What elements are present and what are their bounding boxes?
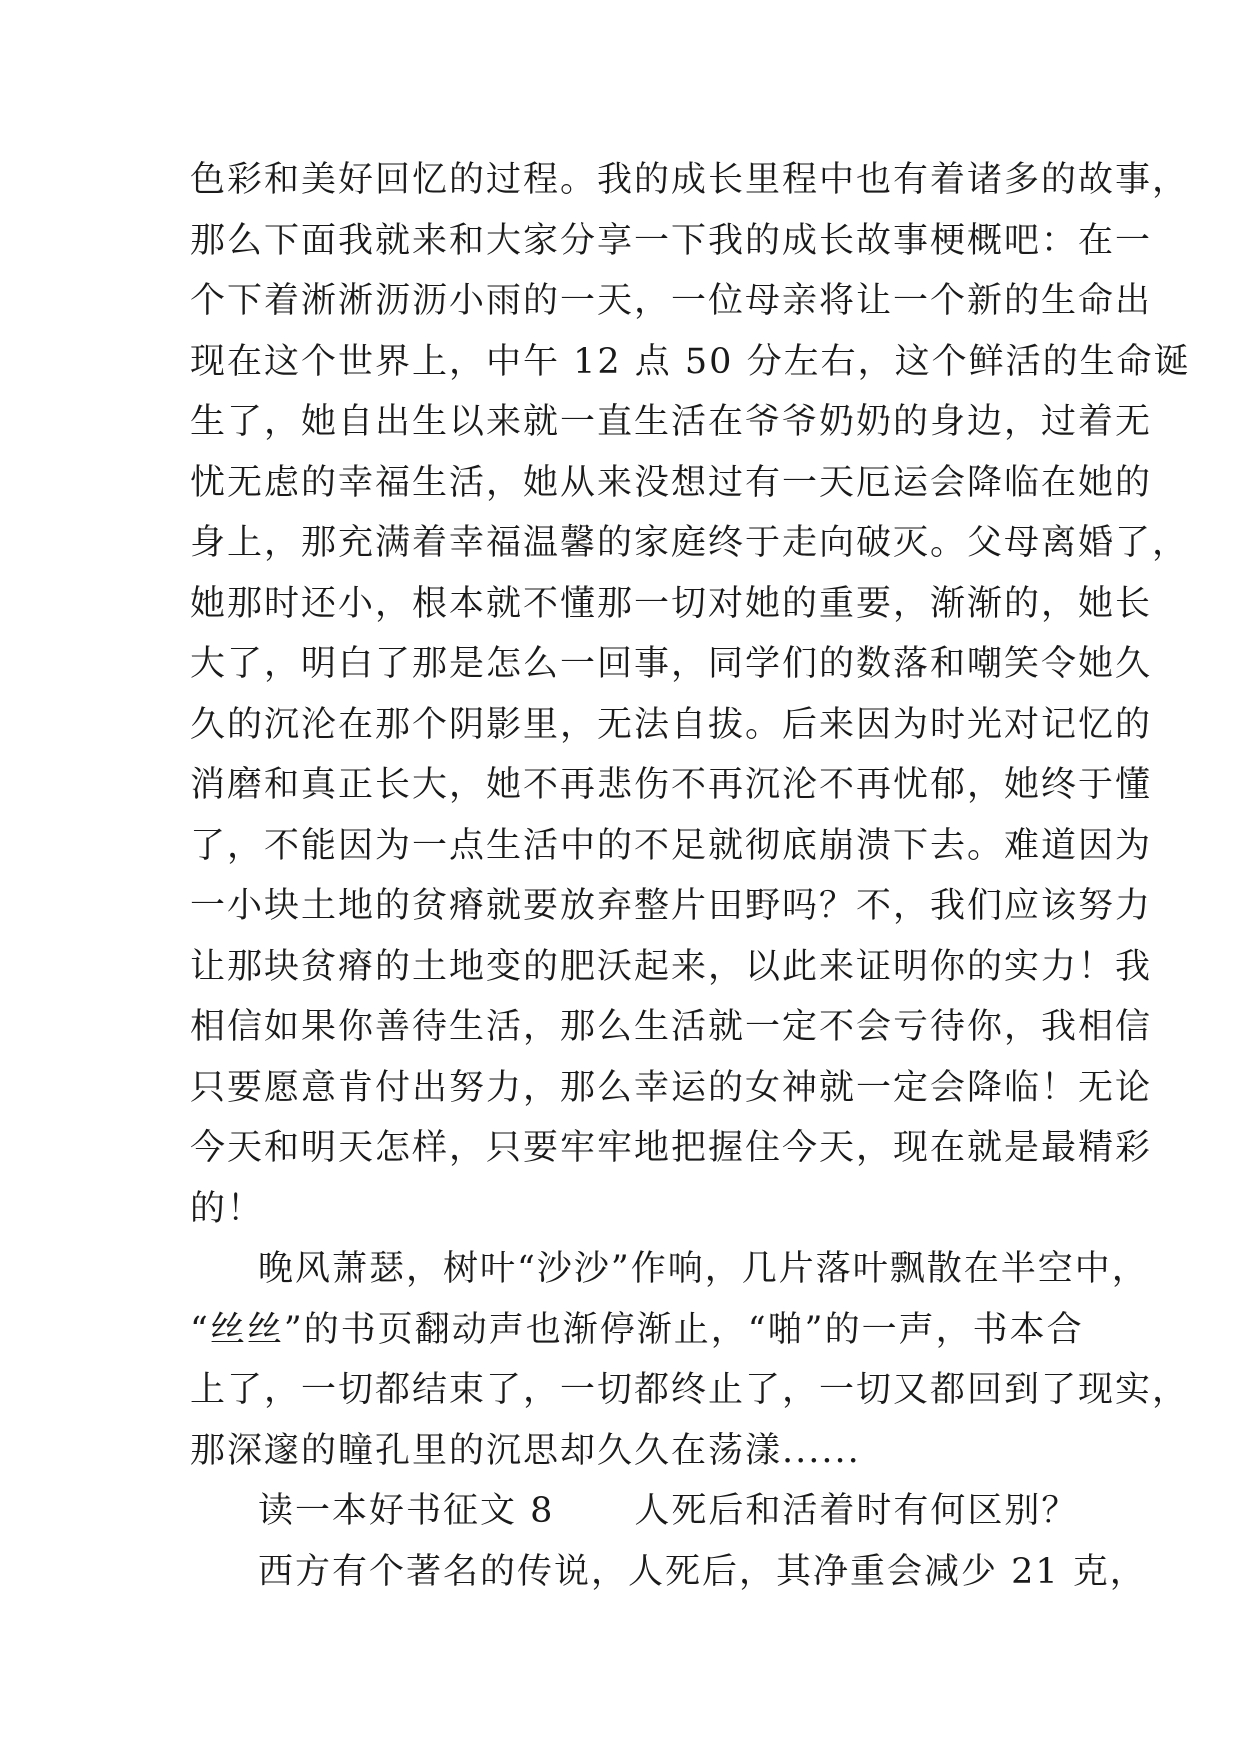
text-line: 她那时还小，根本就不懂那一切对她的重要，渐渐的，她长 xyxy=(190,583,1153,624)
text-line: 相信如果你善待生活，那么生活就一定不会亏待你，我相信 xyxy=(190,1007,1153,1047)
section-heading xyxy=(190,1481,1090,1542)
text-line: 一小块土地的贫瘠就要放弃整片田野吗？不，我们应该努力 xyxy=(190,886,1153,926)
text-line: 今天和明天怎样，只要牢牢地把握住今天，现在就是最精彩 xyxy=(190,1128,1153,1168)
text-line: 久的沉沦在那个阴影里，无法自拔。后来因为时光对记忆的 xyxy=(190,704,1153,745)
text-line: 大了，明白了那是怎么一回事，同学们的数落和嘲笑令她久 xyxy=(190,644,1153,684)
text-line: 现在这个世界上，中午 12 点 50 分左右，这个鲜活的生命诞 xyxy=(190,341,1191,382)
text-line: “丝丝”的书页翻动声也渐停渐止，“啪”的一声，书本合 xyxy=(190,1309,1084,1350)
text-line: 上了，一切都结束了，一切都终止了，一切又都回到了现实， xyxy=(190,1370,1190,1410)
paragraph-3 xyxy=(190,1542,1147,1603)
text-line: 色彩和美好回忆的过程。我的成长里程中也有着诸多的故事， xyxy=(190,160,1190,200)
text-line: 让那块贫瘠的土地变的肥沃起来，以此来证明你的实力！我 xyxy=(190,946,1153,987)
paragraph-1 xyxy=(190,150,1191,1239)
text-line: 了，不能因为一点生活中的不足就彻底崩溃下去。难道因为 xyxy=(190,825,1153,866)
body-text xyxy=(190,150,1191,1602)
text-line: 晚风萧瑟，树叶“沙沙”作响，几片落叶飘散在半空中， xyxy=(258,1249,1149,1289)
text-line: 生了，她自出生以来就一直生活在爷爷奶奶的身边，过着无 xyxy=(190,402,1153,442)
text-line: 的！ xyxy=(190,1188,265,1229)
section-subtitle: 人死后和活着时有何区别？ xyxy=(634,1491,1079,1531)
paragraph-2 xyxy=(190,1239,1190,1481)
text-line: 个下着淅淅沥沥小雨的一天，一位母亲将让一个新的生命出 xyxy=(190,281,1153,321)
text-line: 身上，那充满着幸福温馨的家庭终于走向破灭。父母离婚了， xyxy=(190,523,1190,563)
text-line: 那深邃的瞳孔里的沉思却久久在荡漾...... xyxy=(190,1430,861,1471)
text-line: 只要愿意肯付出努力，那么幸运的女神就一定会降临！无论 xyxy=(190,1067,1153,1108)
text-line: 那么下面我就来和大家分享一下我的成长故事梗概吧：在一 xyxy=(190,220,1153,261)
text-line: 忧无虑的幸福生活，她从来没想过有一天厄运会降临在她的 xyxy=(190,462,1153,503)
section-title: 读一本好书征文 8 xyxy=(258,1491,555,1531)
text-line: 消磨和真正长大，她不再悲伤不再沉沦不再忧郁，她终于懂 xyxy=(190,765,1153,805)
text-line: 西方有个著名的传说，人死后，其净重会减少 21 克， xyxy=(258,1551,1147,1592)
